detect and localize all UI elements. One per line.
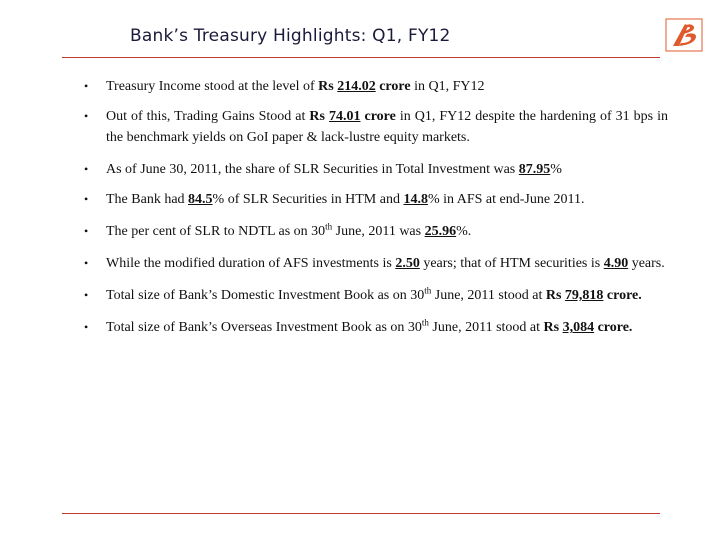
bank-logo-icon (665, 18, 703, 52)
bullet-slr-share: • As of June 30, 2011, the share of SLR Securities in Total Investment was 87.95% (84, 159, 668, 180)
bullet-modified-duration: • While the modified duration of AFS investments is 2.50 years; that of HTM securities is 4.90 years. (84, 253, 668, 274)
bullet-trading-gains: • Out of this, Trading Gains Stood at Rs 74.01 crore in Q1, FY12 despite the hardening of 31 bps in the benchmark yields on GoI paper & lack-lustre equity markets. (84, 106, 668, 148)
bullet-overseas-book: • Total size of Bank’s Overseas Investment Book as on 30th June, 2011 stood at Rs 3,084 crore. (84, 317, 668, 338)
bullet-treasury-income: • Treasury Income stood at the level of Rs 214.02 crore in Q1, FY12 (84, 76, 668, 97)
title-divider (62, 57, 660, 58)
bullet-domestic-book: • Total size of Bank’s Domestic Investment Book as on 30th June, 2011 stood at Rs 79,818 crore. (84, 285, 668, 306)
bullet-htm-afs: • The Bank had 84.5% of SLR Securities in HTM and 14.8% in AFS at end-June 2011. (84, 189, 668, 210)
slide-title: Bank’s Treasury Highlights: Q1, FY12 (130, 26, 451, 46)
bullet-list (84, 76, 668, 347)
footer-divider (62, 513, 660, 514)
bullet-slr-ndtl: • The per cent of SLR to NDTL as on 30th June, 2011 was 25.96%. (84, 221, 668, 242)
